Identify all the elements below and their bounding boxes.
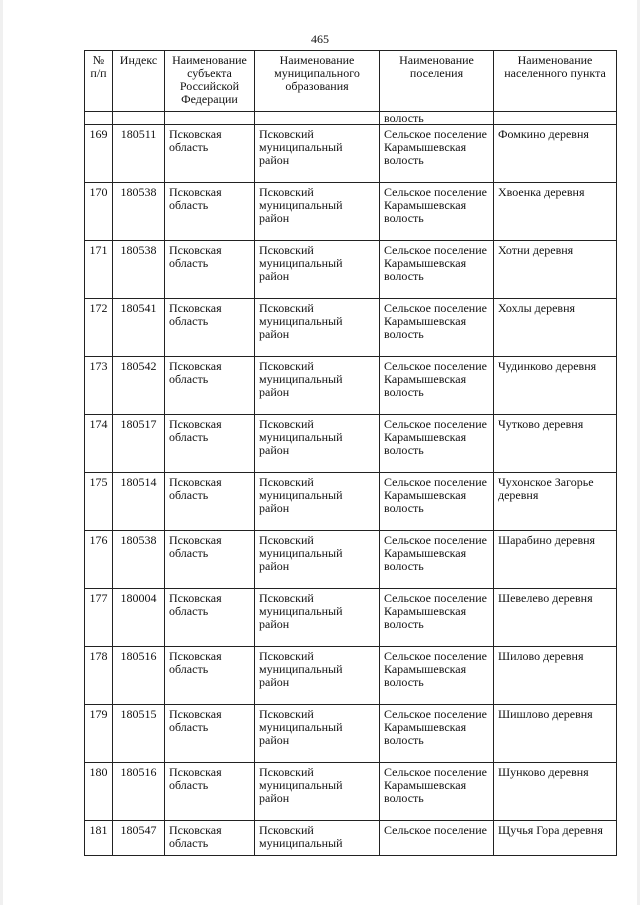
row-number-cell: 180	[85, 763, 113, 821]
postal-index-cell: 180538	[113, 183, 165, 241]
header-number: № п/п	[85, 51, 113, 112]
federal-subject-cell: Псковская область	[165, 415, 255, 473]
federal-subject-cell: Псковская область	[165, 125, 255, 183]
municipality-cell: Псковский муниципальный район	[255, 473, 380, 531]
postal-index-cell: 180004	[113, 589, 165, 647]
table-row	[85, 705, 617, 763]
postal-index-cell: 180542	[113, 357, 165, 415]
federal-subject-cell: Псковская область	[165, 183, 255, 241]
settlement-cell: Сельское поселение Карамышевская волость	[380, 183, 494, 241]
locality-cell: Фомкино деревня	[494, 125, 617, 183]
municipality-cell: Псковский муниципальный район	[255, 531, 380, 589]
locality-cell: Шишлово деревня	[494, 705, 617, 763]
municipality-cell: Псковский муниципальный район	[255, 299, 380, 357]
settlement-cell: Сельское поселение Карамышевская волость	[380, 125, 494, 183]
settlement-cell: Сельское поселение Карамышевская волость	[380, 241, 494, 299]
table-row	[85, 473, 617, 531]
municipality-cell: Псковский муниципальный район	[255, 125, 380, 183]
locality-cell: Чухонское Загорье деревня	[494, 473, 617, 531]
municipality-cell: Псковский муниципальный район	[255, 763, 380, 821]
scan-edge-left	[0, 0, 3, 905]
table-row	[85, 183, 617, 241]
page-number: 465	[311, 32, 329, 46]
row-number-cell: 169	[85, 125, 113, 183]
table-row	[85, 821, 617, 856]
header-index: Индекс	[113, 51, 165, 112]
municipality-cell: Псковский муниципальный район	[255, 357, 380, 415]
locality-cell: Хвоенка деревня	[494, 183, 617, 241]
municipality-cell: Псковский муниципальный район	[255, 241, 380, 299]
postal-index-cell: 180541	[113, 299, 165, 357]
row-number-cell: 170	[85, 183, 113, 241]
federal-subject-cell: Псковская область	[165, 531, 255, 589]
settlement-cell: Сельское поселение Карамышевская волость	[380, 531, 494, 589]
header-subject: Наименование субъекта Российской Федерации	[165, 51, 255, 112]
table-row	[85, 647, 617, 705]
settlement-cell: Сельское поселение Карамышевская волость	[380, 357, 494, 415]
postal-index-cell: 180516	[113, 763, 165, 821]
table-row	[85, 357, 617, 415]
continuation-settlement: волость	[380, 112, 494, 125]
row-number-cell: 171	[85, 241, 113, 299]
locality-cell: Хотни деревня	[494, 241, 617, 299]
row-number-cell: 175	[85, 473, 113, 531]
federal-subject-cell: Псковская область	[165, 705, 255, 763]
continuation-row	[85, 112, 617, 125]
table-row	[85, 299, 617, 357]
table-row	[85, 415, 617, 473]
federal-subject-cell: Псковская область	[165, 647, 255, 705]
settlement-cell: Сельское поселение	[380, 821, 494, 856]
federal-subject-cell: Псковская область	[165, 589, 255, 647]
row-number-cell: 179	[85, 705, 113, 763]
settlement-cell: Сельское поселение Карамышевская волость	[380, 473, 494, 531]
locality-cell: Шевелево деревня	[494, 589, 617, 647]
postal-index-cell: 180514	[113, 473, 165, 531]
locality-cell: Чутково деревня	[494, 415, 617, 473]
postal-index-cell: 180538	[113, 531, 165, 589]
row-number-cell: 176	[85, 531, 113, 589]
row-number-cell: 172	[85, 299, 113, 357]
table-header-row	[85, 51, 617, 112]
header-locality: Наименование населенного пункта	[494, 51, 617, 112]
locality-cell: Шунково деревня	[494, 763, 617, 821]
row-number-cell: 178	[85, 647, 113, 705]
postal-index-cell: 180515	[113, 705, 165, 763]
postal-index-cell: 180516	[113, 647, 165, 705]
federal-subject-cell: Псковская область	[165, 473, 255, 531]
municipality-cell: Псковский муниципальный район	[255, 589, 380, 647]
header-settlement: Наименование поселения	[380, 51, 494, 112]
municipality-cell: Псковский муниципальный район	[255, 415, 380, 473]
federal-subject-cell: Псковская область	[165, 241, 255, 299]
row-number-cell: 177	[85, 589, 113, 647]
row-number-cell: 173	[85, 357, 113, 415]
municipality-cell: Псковский муниципальный район	[255, 183, 380, 241]
postal-index-cell: 180538	[113, 241, 165, 299]
locality-cell: Шарабино деревня	[494, 531, 617, 589]
federal-subject-cell: Псковская область	[165, 357, 255, 415]
row-number-cell: 181	[85, 821, 113, 856]
settlements-table	[84, 50, 617, 856]
settlement-cell: Сельское поселение Карамышевская волость	[380, 763, 494, 821]
table-row	[85, 241, 617, 299]
federal-subject-cell: Псковская область	[165, 821, 255, 856]
table-row	[85, 589, 617, 647]
settlement-cell: Сельское поселение Карамышевская волость	[380, 647, 494, 705]
postal-index-cell: 180511	[113, 125, 165, 183]
settlement-cell: Сельское поселение Карамышевская волость	[380, 589, 494, 647]
municipality-cell: Псковский муниципальный район	[255, 647, 380, 705]
postal-index-cell: 180517	[113, 415, 165, 473]
settlement-cell: Сельское поселение Карамышевская волость	[380, 299, 494, 357]
table-row	[85, 763, 617, 821]
municipality-cell: Псковский муниципальный	[255, 821, 380, 856]
table-row	[85, 531, 617, 589]
table-row	[85, 125, 617, 183]
federal-subject-cell: Псковская область	[165, 299, 255, 357]
locality-cell: Щучья Гора деревня	[494, 821, 617, 856]
locality-cell: Шилово деревня	[494, 647, 617, 705]
postal-index-cell: 180547	[113, 821, 165, 856]
row-number-cell: 174	[85, 415, 113, 473]
settlement-cell: Сельское поселение Карамышевская волость	[380, 415, 494, 473]
header-municipality: Наименование муниципального образования	[255, 51, 380, 112]
locality-cell: Чудинково деревня	[494, 357, 617, 415]
settlement-cell: Сельское поселение Карамышевская волость	[380, 705, 494, 763]
locality-cell: Хохлы деревня	[494, 299, 617, 357]
municipality-cell: Псковский муниципальный район	[255, 705, 380, 763]
federal-subject-cell: Псковская область	[165, 763, 255, 821]
